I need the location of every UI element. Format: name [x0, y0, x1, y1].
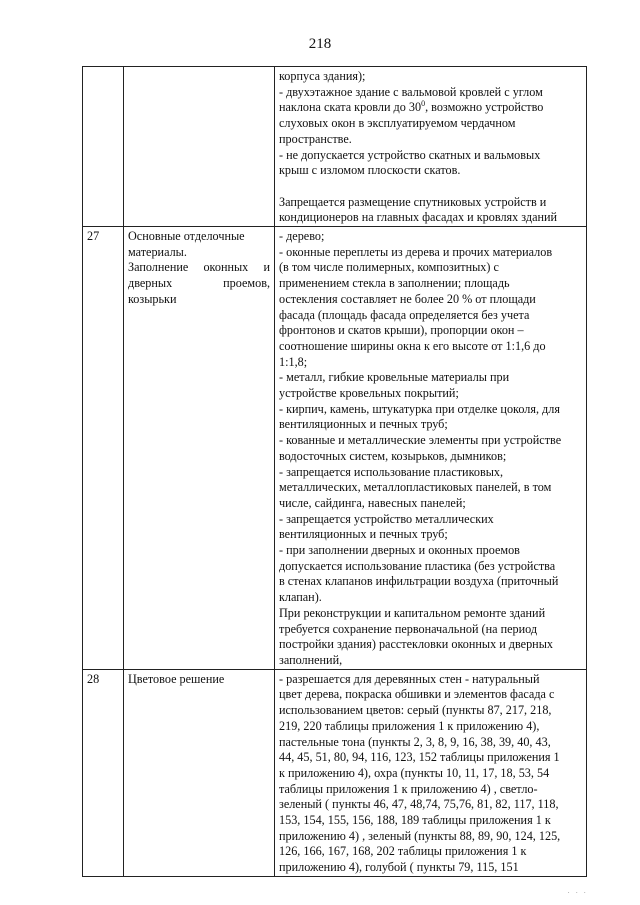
- row-name-cell: [124, 227, 275, 670]
- text-line: цвет дерева, покраска обшивки и элементов фасада с: [279, 687, 555, 702]
- text-line: - двухэтажное здание с вальмовой кровлей с углом: [279, 84, 543, 99]
- text-line: кондиционеров на главных фасадах и кровлях зданий: [279, 210, 558, 225]
- text-line: - кованные и металлические элементы при устройстве: [279, 433, 562, 448]
- text-line: 219, 220 таблицы приложения 1 к приложению 4),: [279, 718, 540, 733]
- degree-superscript: 0: [421, 99, 426, 109]
- text-line: наклона ската кровли до $30^0$, возможно устройство: [279, 99, 544, 115]
- text-line: водосточных систем, козырьков, дымников;: [279, 448, 507, 463]
- text-line: - дерево;: [279, 229, 325, 244]
- text-line: 126, 166, 167, 168, 202 таблицы приложения 1 к: [279, 844, 527, 859]
- text-line: применением стекла в заполнении; площадь: [279, 276, 510, 291]
- text-line: зеленый ( пункты 46, 47, 48,74, 75,76, 81, 82, 117, 118,: [279, 797, 559, 812]
- table-row-27: [83, 227, 587, 670]
- text-line: 1:1,8;: [279, 354, 308, 369]
- text-line: - при заполнении дверных и оконных проемов: [279, 543, 520, 558]
- text-line: пространстве.: [279, 131, 352, 146]
- text-line: клапан).: [279, 590, 322, 605]
- text-line: корпуса здания);: [279, 69, 366, 83]
- text-line: 44, 45, 51, 80, 94, 116, 123, 152 таблицы приложения 1: [279, 750, 560, 765]
- text-line: - кирпич, камень, штукатурка при отделке цоколя, для: [279, 401, 560, 416]
- text-line: слуховых окон в эксплуатируемом чердачном: [279, 116, 516, 131]
- row-number-cell: 28: [83, 669, 124, 876]
- table-row-28: [83, 669, 587, 876]
- text-line: - разрешается для деревянных стен - натуральный: [279, 671, 540, 686]
- text-line: соотношение ширины окна к его высоте от 1:1,6 до: [279, 338, 546, 353]
- row-requirements-cell: [275, 67, 587, 227]
- text-line: постройки здания) расстекловки оконных и дверных: [279, 637, 553, 652]
- requirements-table: [82, 66, 587, 877]
- text-line: - металл, гибкие кровельные материалы при: [279, 370, 510, 385]
- text-line: - не допускается устройство скатных и вальмовых: [279, 147, 541, 162]
- name-line: Основные отделочные: [128, 229, 245, 244]
- scan-mark: · · ·: [567, 889, 588, 897]
- text-line: - запрещается использование пластиковых,: [279, 464, 504, 479]
- table-row-continued: [83, 67, 587, 227]
- text-line: (в том числе полимерных, композитных) с: [279, 260, 499, 275]
- text-line: крыш с изломом плоскости скатов.: [279, 163, 461, 178]
- row-number-cell: 27: [83, 227, 124, 670]
- page-number: 218: [308, 36, 332, 52]
- text-line: таблицы приложения 1 к приложению 4) , светло-: [279, 781, 538, 796]
- text-line: остекления составляет не более 20 % от площади: [279, 291, 536, 306]
- name-line: козырьки: [128, 291, 177, 306]
- text-line: - оконные переплеты из дерева и прочих материалов: [279, 244, 553, 259]
- row-name-cell: Цветовое решение: [124, 669, 275, 876]
- text-line: При реконструкции и капитальном ремонте зданий: [279, 605, 546, 620]
- text-line: в стенах клапанов инфильтрации воздуха (приточный: [279, 574, 559, 589]
- text-line: числе, сайдинга, навесных панелей;: [279, 495, 466, 510]
- row-name-cell: [124, 67, 275, 227]
- text-line: устройстве кровельных покрытий;: [279, 386, 459, 401]
- row-requirements-cell: [275, 227, 587, 670]
- text-line: 153, 154, 155, 156, 188, 189 таблицы приложения 1 к: [279, 813, 551, 828]
- text-line: требуется сохранение первоначальной (на период: [279, 621, 538, 636]
- text-line: - запрещается устройство металлических: [279, 511, 494, 526]
- name-line: дверных проемов,: [128, 276, 270, 291]
- text-line: приложению 4) , зеленый (пункты 88, 89, 90, 124, 125,: [279, 828, 561, 843]
- text-line: вентиляционных и печных труб;: [279, 527, 448, 542]
- text-line: Запрещается размещение спутниковых устройств и: [279, 194, 547, 209]
- row-requirements-cell: [275, 669, 587, 876]
- text-line: допускается использование пластика (без устройства: [279, 558, 556, 573]
- text-line: фронтонов и скатов крыши), пропорции окон –: [279, 323, 524, 338]
- text-line: к приложению 4), охра (пункты 10, 11, 17, 18, 53, 54: [279, 765, 550, 780]
- text-line: вентиляционных и печных труб;: [279, 417, 448, 432]
- text-line: фасада (площадь фасада определяется без учета: [279, 307, 530, 322]
- text-line: заполнений,: [279, 653, 343, 667]
- text-line: приложению 4), голубой ( пункты 79, 115, 151: [279, 860, 519, 875]
- row-number-cell: [83, 67, 124, 227]
- name-line: Заполнение оконных и: [128, 260, 270, 275]
- name-line: материалы.: [128, 244, 187, 259]
- text-line: использованием цветов: серый (пункты 87, 217, 218,: [279, 703, 552, 718]
- text-line: металлических, металлопластиковых панелей, в том: [279, 480, 552, 495]
- text-line: пастельные тона (пункты 2, 3, 8, 9, 16, 38, 39, 40, 43,: [279, 734, 551, 749]
